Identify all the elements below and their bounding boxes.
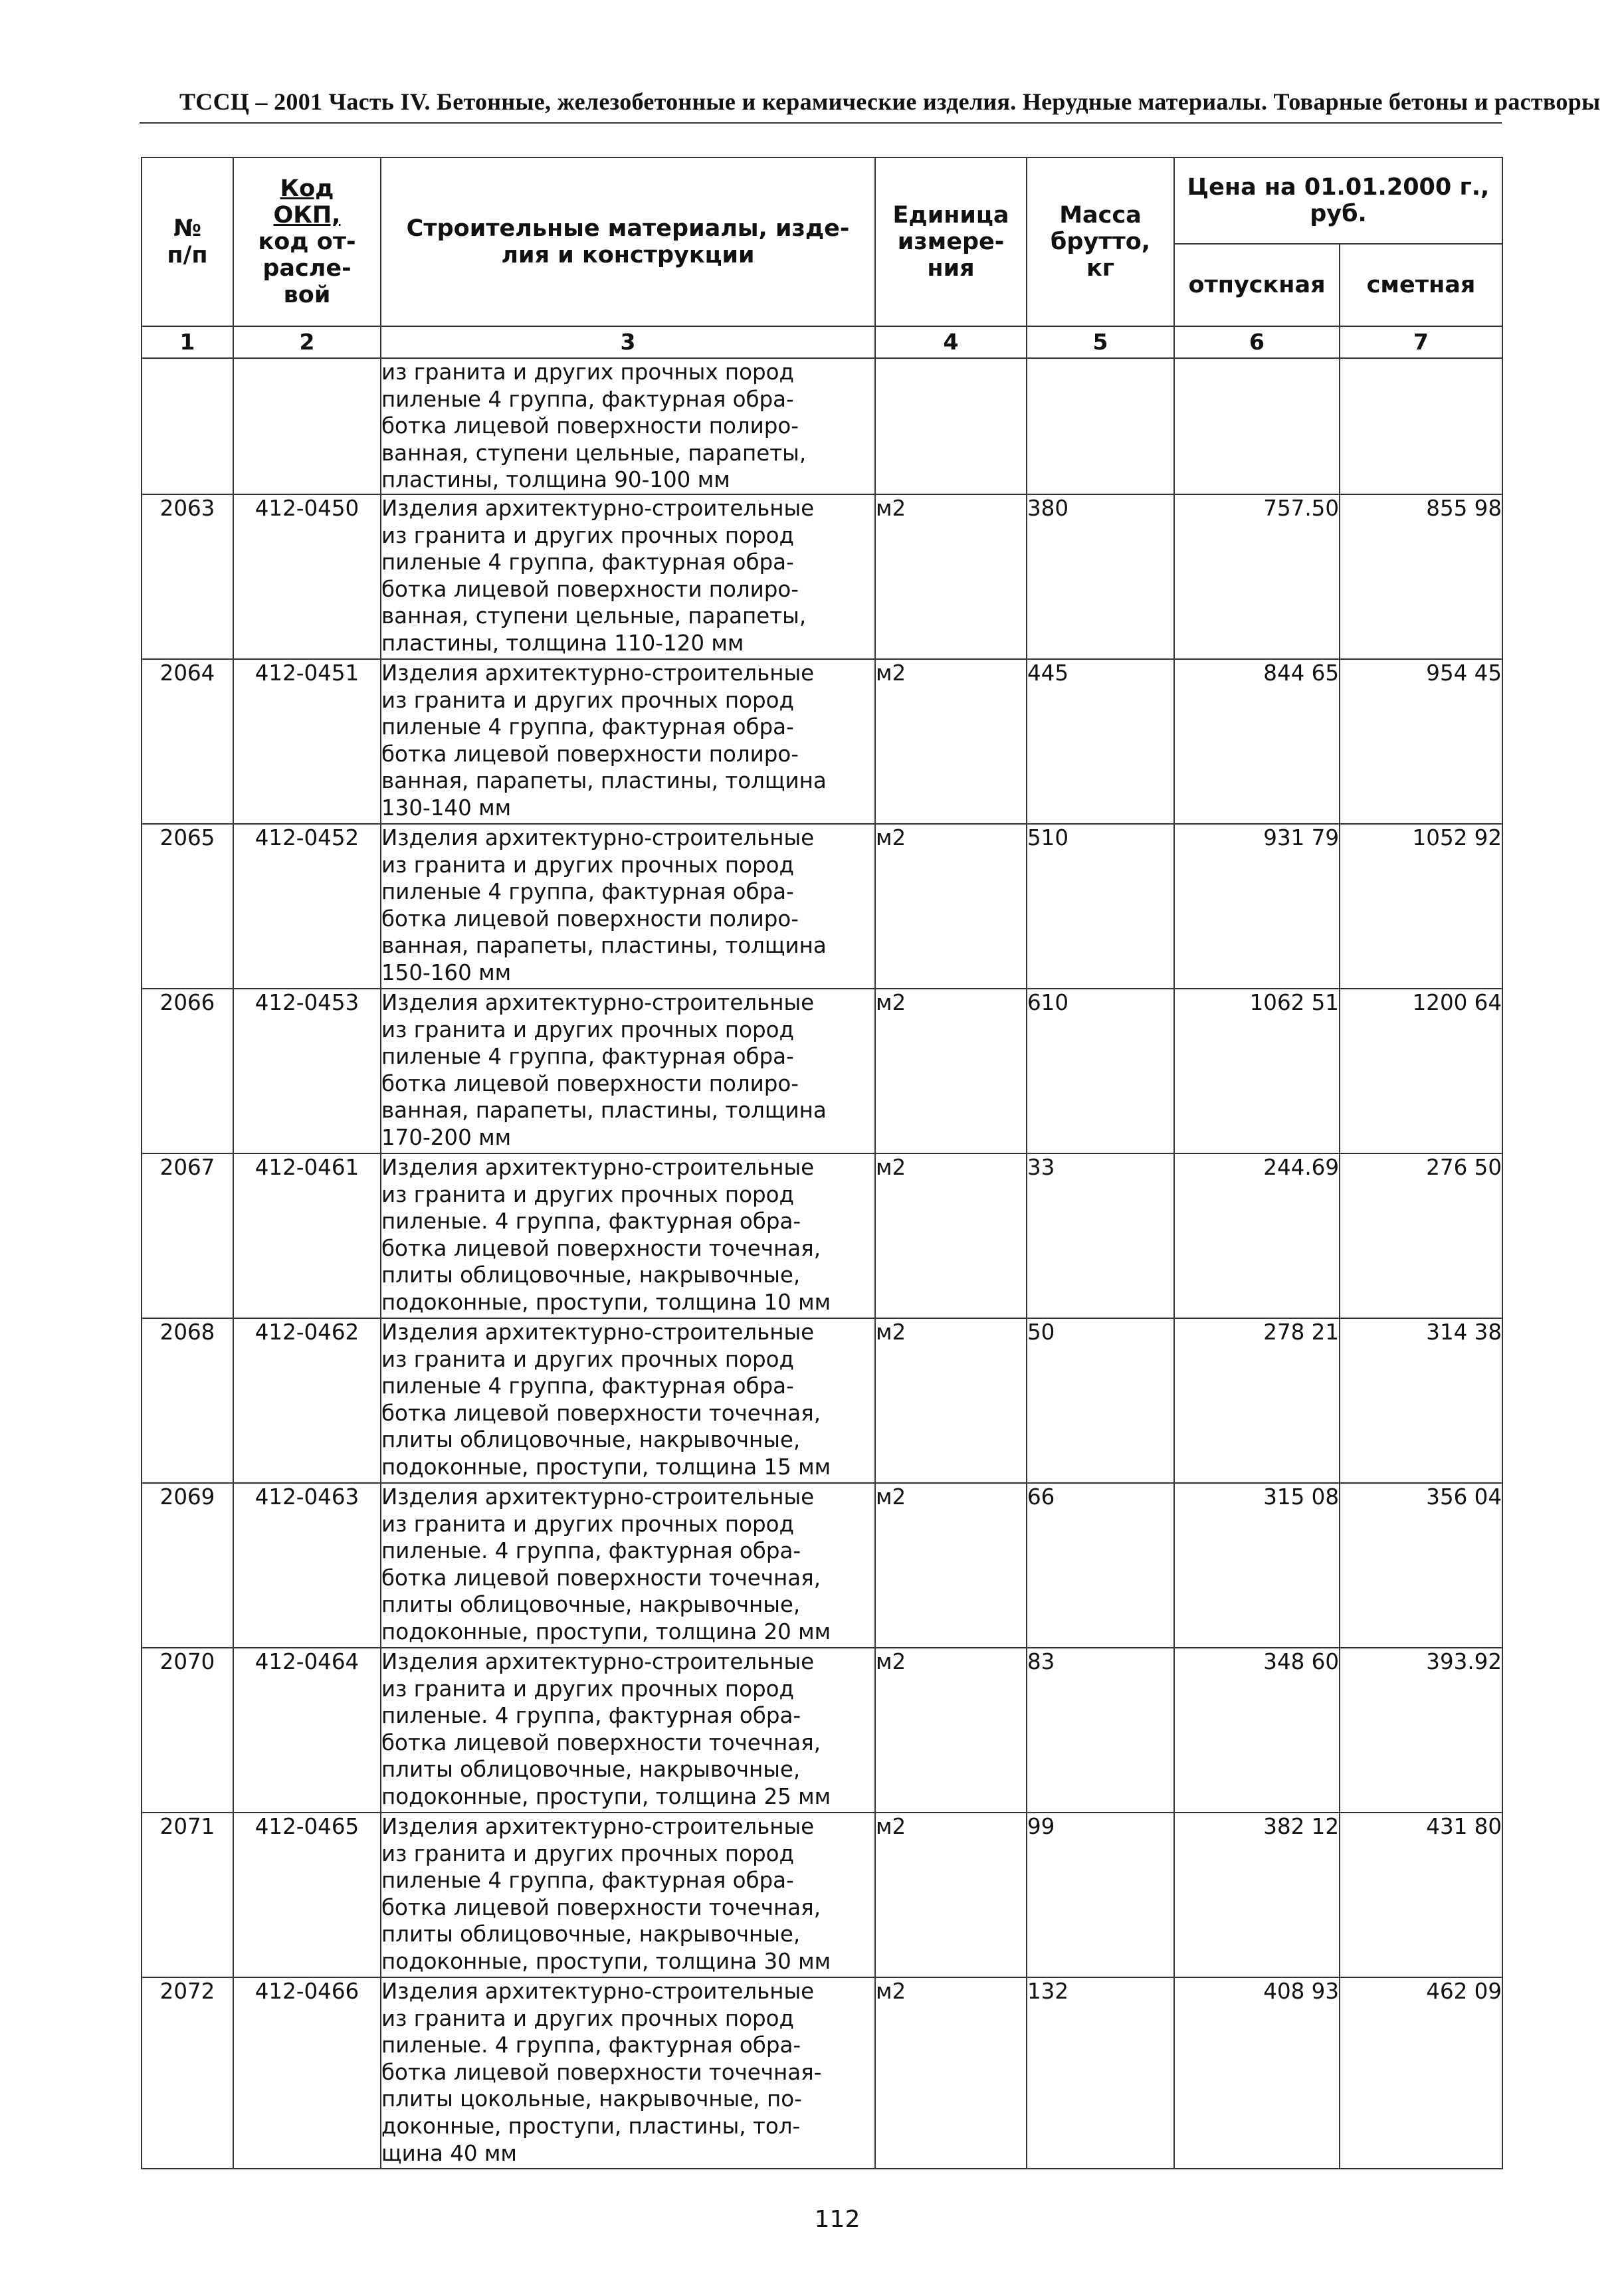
- row-number: 2068: [142, 1318, 233, 1483]
- row-unit: м2: [875, 1648, 1027, 1813]
- row-description: из гранита и других прочных пород пиленые 4 группа, фактурная обра- ботка лицевой поверхности полиро- ванная, ступени цельные, парапеты, пластины, толщина 90-100 мм: [381, 358, 875, 494]
- header-no: [142, 157, 233, 326]
- row-price-estimate: 393.92: [1340, 1648, 1502, 1813]
- header-mass-text: Масса брутто, кг: [1050, 202, 1151, 282]
- row-price-estimate: 1052 92: [1340, 824, 1502, 989]
- table-row: [142, 1977, 1502, 2169]
- column-number: 7: [1340, 326, 1502, 358]
- running-header: ТССЦ – 2001 Часть IV. Бетонные, железобетонные и керамические изделия. Нерудные материалы. Товарные бетоны и растворы: [179, 88, 1601, 115]
- row-unit: м2: [875, 989, 1027, 1153]
- row-description: Изделия архитектурно-строительные из гранита и других прочных пород пиленые 4 группа, фактурная обра- ботка лицевой поверхности полиро- ванная, парапеты, пластины, толщина 130-140 мм: [381, 659, 875, 824]
- row-code: 412-0465: [233, 1813, 381, 1977]
- column-number: 6: [1174, 326, 1340, 358]
- header-desc: [381, 157, 875, 326]
- row-price-release: 931 79: [1174, 824, 1340, 989]
- column-number: 4: [875, 326, 1027, 358]
- row-number: 2065: [142, 824, 233, 989]
- row-price-release: 348 60: [1174, 1648, 1340, 1813]
- row-code: 412-0450: [233, 494, 381, 659]
- row-number: 2063: [142, 494, 233, 659]
- row-mass: 510: [1027, 824, 1174, 989]
- row-description: Изделия архитектурно-строительные из гранита и других прочных пород пиленые. 4 группа, фактурная обра- ботка лицевой поверхности точечная, плиты облицовочные, накрывочные, подоконные, проступи, толщина 10 мм: [381, 1153, 875, 1318]
- row-code: 412-0451: [233, 659, 381, 824]
- table-row: [142, 1318, 1502, 1483]
- column-number-row: [142, 326, 1502, 358]
- row-mass: 99: [1027, 1813, 1174, 1977]
- header-price-estimate: сметная: [1340, 244, 1502, 326]
- row-price-estimate: 855 98: [1340, 494, 1502, 659]
- row-price-release: 315 08: [1174, 1483, 1340, 1648]
- row-code: 412-0464: [233, 1648, 381, 1813]
- header-mass: [1027, 157, 1174, 326]
- header-rule: [140, 122, 1502, 124]
- header-code-okp: ОКП,: [273, 202, 341, 229]
- price-table: [141, 157, 1503, 2169]
- row-code: [233, 358, 381, 494]
- row-mass: 132: [1027, 1977, 1174, 2169]
- row-code: 412-0453: [233, 989, 381, 1153]
- header-price-group-text: Цена на 01.01.2000 г., руб.: [1187, 174, 1490, 227]
- row-description: Изделия архитектурно-строительные из гранита и других прочных пород пиленые 4 группа, фактурная обра- ботка лицевой поверхности полиро- ванная, ступени цельные, парапеты, пластины, толщина 110-120 мм: [381, 494, 875, 659]
- row-price-estimate: 356 04: [1340, 1483, 1502, 1648]
- row-price-estimate: 431 80: [1340, 1813, 1502, 1977]
- row-number: 2071: [142, 1813, 233, 1977]
- table-row: [142, 1648, 1502, 1813]
- table-row: [142, 494, 1502, 659]
- header-unit: [875, 157, 1027, 326]
- row-unit: м2: [875, 1318, 1027, 1483]
- row-unit: [875, 358, 1027, 494]
- row-unit: м2: [875, 1813, 1027, 1977]
- row-mass: 445: [1027, 659, 1174, 824]
- row-description: Изделия архитектурно-строительные из гранита и других прочных пород пиленые 4 группа, фактурная обра- ботка лицевой поверхности полиро- ванная, парапеты, пластины, толщина 150-160 мм: [381, 824, 875, 989]
- row-description: Изделия архитектурно-строительные из гранита и других прочных пород пиленые 4 группа, фактурная обра- ботка лицевой поверхности полиро- ванная, парапеты, пластины, толщина 170-200 мм: [381, 989, 875, 1153]
- row-code: 412-0466: [233, 1977, 381, 2169]
- row-unit: м2: [875, 1483, 1027, 1648]
- row-price-release: [1174, 358, 1340, 494]
- row-price-estimate: 462 09: [1340, 1977, 1502, 2169]
- row-mass: 83: [1027, 1648, 1174, 1813]
- row-price-release: 1062 51: [1174, 989, 1340, 1153]
- row-unit: м2: [875, 1977, 1027, 2169]
- row-price-release: 244.69: [1174, 1153, 1340, 1318]
- column-number: 1: [142, 326, 233, 358]
- row-code: 412-0461: [233, 1153, 381, 1318]
- header-no-text: № п/п: [167, 215, 208, 268]
- table-row: [142, 824, 1502, 989]
- row-description: Изделия архитектурно-строительные из гранита и других прочных пород пиленые. 4 группа, фактурная обра- ботка лицевой поверхности точечная, плиты облицовочные, накрывочные, подоконные, проступи, толщина 25 мм: [381, 1648, 875, 1813]
- row-number: 2064: [142, 659, 233, 824]
- row-code: 412-0452: [233, 824, 381, 989]
- header-code: [233, 157, 381, 326]
- header-price-group: [1174, 157, 1502, 244]
- row-price-estimate: [1340, 358, 1502, 494]
- row-mass: 50: [1027, 1318, 1174, 1483]
- column-number: 5: [1027, 326, 1174, 358]
- row-mass: 33: [1027, 1153, 1174, 1318]
- row-price-release: 408 93: [1174, 1977, 1340, 2169]
- column-number: 2: [233, 326, 381, 358]
- table-row: [142, 1153, 1502, 1318]
- row-unit: м2: [875, 494, 1027, 659]
- row-mass: 380: [1027, 494, 1174, 659]
- row-price-estimate: 276 50: [1340, 1153, 1502, 1318]
- row-number: 2067: [142, 1153, 233, 1318]
- row-number: 2070: [142, 1648, 233, 1813]
- row-description: Изделия архитектурно-строительные из гранита и других прочных пород пиленые. 4 группа, фактурная обра- ботка лицевой поверхности точечная, плиты облицовочные, накрывочные, подоконные, проступи, толщина 20 мм: [381, 1483, 875, 1648]
- row-number: 2066: [142, 989, 233, 1153]
- row-code: 412-0462: [233, 1318, 381, 1483]
- table-row: [142, 1483, 1502, 1648]
- row-price-estimate: 1200 64: [1340, 989, 1502, 1153]
- table-row: [142, 989, 1502, 1153]
- row-price-estimate: 954 45: [1340, 659, 1502, 824]
- row-price-estimate: 314 38: [1340, 1318, 1502, 1483]
- row-unit: м2: [875, 824, 1027, 989]
- row-price-release: 278 21: [1174, 1318, 1340, 1483]
- row-price-release: 382 12: [1174, 1813, 1340, 1977]
- row-price-release: 844 65: [1174, 659, 1340, 824]
- row-unit: м2: [875, 659, 1027, 824]
- row-price-release: 757.50: [1174, 494, 1340, 659]
- header-desc-text: Строительные материалы, изде- лия и конструкции: [406, 215, 850, 268]
- header-code-top: Код: [280, 175, 334, 202]
- table-row: [142, 358, 1502, 494]
- table-header-row: [142, 157, 1502, 244]
- page-number: 112: [814, 2206, 861, 2233]
- row-unit: м2: [875, 1153, 1027, 1318]
- row-description: Изделия архитектурно-строительные из гранита и других прочных пород пиленые 4 группа, фактурная обра- ботка лицевой поверхности точечная, плиты облицовочные, накрывочные, подоконные, проступи, толщина 15 мм: [381, 1318, 875, 1483]
- column-number: 3: [381, 326, 875, 358]
- header-unit-text: Единица измере- ния: [892, 202, 1009, 282]
- row-mass: 66: [1027, 1483, 1174, 1648]
- row-number: [142, 358, 233, 494]
- row-description: Изделия архитектурно-строительные из гранита и других прочных пород пиленые 4 группа, фактурная обра- ботка лицевой поверхности точечная, плиты облицовочные, накрывочные, подоконные, проступи, толщина 30 мм: [381, 1813, 875, 1977]
- row-mass: 610: [1027, 989, 1174, 1153]
- header-price-release: отпускная: [1174, 244, 1340, 326]
- row-number: 2069: [142, 1483, 233, 1648]
- header-code-rest: код от- расле- вой: [258, 229, 356, 308]
- row-mass: [1027, 358, 1174, 494]
- row-code: 412-0463: [233, 1483, 381, 1648]
- table-row: [142, 1813, 1502, 1977]
- row-description: Изделия архитектурно-строительные из гранита и других прочных пород пиленые. 4 группа, фактурная обра- ботка лицевой поверхности точечная- плиты цокольные, накрывочные, по- доконные, проступи, пластины, тол- щина 40 мм: [381, 1977, 875, 2169]
- row-number: 2072: [142, 1977, 233, 2169]
- table-row: [142, 659, 1502, 824]
